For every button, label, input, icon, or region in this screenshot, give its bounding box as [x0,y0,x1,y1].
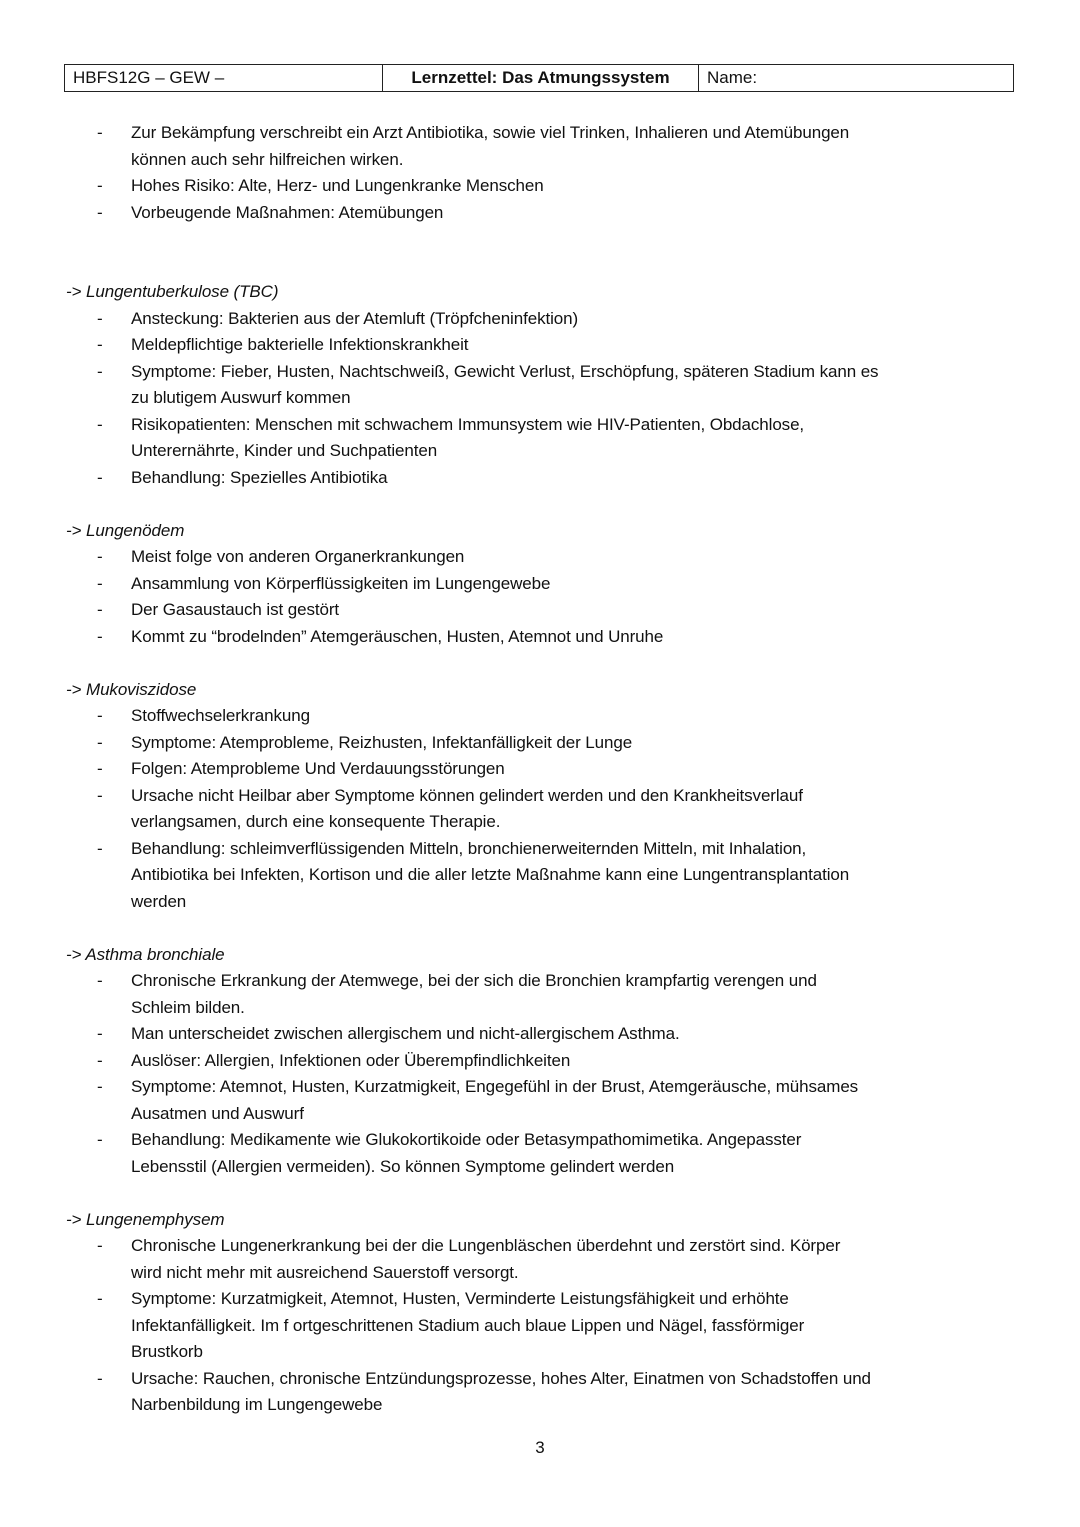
line-text: verlangsamen, durch eine konsequente Therapie. [131,812,501,831]
bullet-dash: - [97,414,103,434]
line-text: Ursache: Rauchen, chronische Entzündungsprozesse, hohes Alter, Einatmen von Schadstoffen und [131,1368,871,1388]
blank-line [0,915,1080,942]
line-text: können auch sehr hilfreichen wirken. [131,149,404,169]
list-item-line [0,1074,1080,1101]
list-item [0,1127,1080,1180]
line-text: Unterernährte, Kinder und Suchpatienten [131,441,438,460]
list-item-line [0,1021,1080,1048]
line-text: Lebensstil (Allergien vermeiden). So können Symptome gelindert werden [131,1156,675,1176]
list-item [0,1286,1080,1366]
list-item-line [0,597,1080,624]
line-text: Chronische Erkrankung der Atemwege, bei der sich die Bronchien krampfartig verengen und [131,971,817,990]
list-item-line [0,465,1080,492]
bullet-dash: - [97,361,103,381]
bullet-dash: - [97,785,103,805]
list-item [0,756,1080,783]
list-item-line [0,1154,1080,1181]
list-item-line [0,412,1080,439]
list-item [0,120,1080,173]
bullet-dash: - [97,706,103,725]
line-text: Vorbeugende Maßnahmen: Atemübungen [131,202,444,222]
list-item-line [0,703,1080,730]
section-heading: -> Lungenemphysem [66,1209,225,1229]
list-item-line [0,809,1080,836]
list-item-line [0,120,1080,147]
bullet-dash: - [97,202,103,222]
section-heading: -> Lungenödem [66,520,185,540]
bullet-dash: - [97,1130,103,1149]
line-text: Behandlung: schleimverflüssigenden Mitteln, bronchienerweiternden Mitteln, mit Inhalation, [131,838,807,858]
list-item-line [0,200,1080,227]
list-item [0,783,1080,836]
line-text: Infektanfälligkeit. Im f ortgeschrittenen Stadium auch blaue Lippen und Nägel, fassförmiger [131,1315,805,1335]
section [0,279,1080,518]
line-text: zu blutigem Auswurf kommen [131,388,351,407]
list-item-line [0,1048,1080,1075]
bullet-dash: - [97,759,103,778]
list-item-line [0,968,1080,995]
line-text: Symptome: Atemnot, Husten, Kurzatmigkeit, Engegefühl in der Brust, Atemgeräusche, mühsames [131,1077,859,1096]
bullet-dash: - [97,547,103,566]
bullet-dash: - [97,467,103,487]
line-text: Meist folge von anderen Organerkrankungen [131,547,465,566]
line-text: Symptome: Fieber, Husten, Nachtschweiß, Gewicht Verlust, Erschöpfung, späteren Stadium kann es [131,361,879,381]
section [0,120,1080,279]
line-text: Behandlung: Spezielles Antibiotika [131,467,388,487]
line-text: Ansammlung von Körperflüssigkeiten im Lungengewebe [131,573,551,593]
list-item [0,597,1080,624]
section [0,677,1080,942]
line-text: Der Gasaustauch ist gestört [131,600,340,619]
line-text: Schleim bilden. [131,997,245,1017]
section [0,1207,1080,1419]
list-item-line [0,1101,1080,1128]
list-item-line [0,1127,1080,1154]
list-item-line [0,438,1080,465]
line-text: Risikopatienten: Menschen mit schwachem Immunsystem wie HIV-Patienten, Obdachlose, [131,414,805,434]
bullet-dash: - [97,732,103,752]
list-item [0,332,1080,359]
bullet-dash: - [97,1024,103,1043]
list-item-line [0,889,1080,916]
list-item-line [0,544,1080,571]
list-item-line [0,783,1080,810]
list-item-line [0,571,1080,598]
list-item [0,1021,1080,1048]
list-item-line [0,173,1080,200]
list-item [0,1366,1080,1419]
list-item-line [0,730,1080,757]
line-text: wird nicht mehr mit ausreichend Sauerstoff versorgt. [131,1262,519,1282]
line-text: Antibiotika bei Infekten, Kortison und die aller letzte Maßnahme kann eine Lungentransplantation [131,865,850,884]
list-item [0,200,1080,227]
section [0,518,1080,677]
line-text: Ursache nicht Heilbar aber Symptome können gelindert werden und den Krankheitsverlauf [131,785,803,805]
header-table [64,64,1014,92]
bullet-dash: - [97,838,103,858]
bullet-dash: - [97,123,103,142]
list-item [0,544,1080,571]
list-item-line [0,1313,1080,1340]
line-text: Ausatmen und Auswurf [131,1103,304,1123]
bullet-dash: - [97,308,103,328]
list-item [0,968,1080,1021]
header-name-label: Name: [707,68,758,87]
bullet-dash: - [97,971,103,990]
list-item-line [0,1260,1080,1287]
list-item-line [0,1233,1080,1260]
list-item [0,703,1080,730]
line-text: Narbenbildung im Lungengewebe [131,1395,383,1414]
list-item-line [0,147,1080,174]
list-item [0,1233,1080,1286]
list-item [0,1074,1080,1127]
list-item [0,571,1080,598]
bullet-dash: - [97,1077,103,1096]
list-item [0,412,1080,465]
bullet-dash: - [97,176,103,195]
bullet-dash: - [97,600,103,619]
list-item [0,306,1080,333]
list-item-line [0,836,1080,863]
list-item-line [0,332,1080,359]
section [0,942,1080,1207]
bullet-dash: - [97,573,103,593]
list-item-line [0,624,1080,651]
blank-line [0,650,1080,677]
list-item [0,730,1080,757]
list-item [0,173,1080,200]
list-item-line [0,1339,1080,1366]
blank-line [0,1180,1080,1207]
line-text: Zur Bekämpfung verschreibt ein Arzt Antibiotika, sowie viel Trinken, Inhalieren und Atemübungen [131,123,850,142]
list-item-line [0,306,1080,333]
list-item-line [0,995,1080,1022]
list-item-line [0,862,1080,889]
bullet-dash: - [97,626,103,646]
line-text: Chronische Lungenerkrankung bei der die Lungenbläschen überdehnt und zerstört sind. Körper [131,1236,841,1255]
bullet-dash: - [97,1289,103,1308]
line-text: Behandlung: Medikamente wie Glukokortikoide oder Betasympathomimetika. Angepasster [131,1130,802,1149]
line-text: Ansteckung: Bakterien aus der Atemluft (Tröpfcheninfektion) [131,308,579,328]
bullet-dash: - [97,1050,103,1070]
bullet-dash: - [97,1236,103,1255]
blank-line [0,226,1080,253]
line-text: Brustkorb [131,1342,203,1361]
page-number: 3 [535,1438,545,1457]
list-item-line [0,385,1080,412]
bullet-dash: - [97,335,103,354]
line-text: Folgen: Atemprobleme Und Verdauungsstörungen [131,759,505,778]
list-item [0,1048,1080,1075]
line-text: Meldepflichtige bakterielle Infektionskrankheit [131,335,469,354]
line-text: Hohes Risiko: Alte, Herz- und Lungenkranke Menschen [131,176,544,195]
list-item-line [0,1286,1080,1313]
line-text: Auslöser: Allergien, Infektionen oder Überempfindlichkeiten [131,1050,571,1070]
blank-line [0,491,1080,518]
list-item-line [0,1366,1080,1393]
header-course: HBFS12G – GEW – [65,65,383,91]
line-text: Symptome: Kurzatmigkeit, Atemnot, Husten, Verminderte Leistungsfähigkeit und erhöhte [131,1289,789,1308]
list-item [0,359,1080,412]
section-heading: -> Asthma bronchiale [66,944,225,964]
section-heading: -> Lungentuberkulose (TBC) [66,282,279,301]
list-item-line [0,359,1080,386]
blank-line [0,253,1080,280]
list-item [0,465,1080,492]
list-item-line [0,756,1080,783]
list-item [0,836,1080,916]
line-text: Man unterscheidet zwischen allergischem und nicht-allergischem Asthma. [131,1024,680,1043]
list-item-line [0,1392,1080,1419]
line-text: werden [131,891,187,911]
line-text: Symptome: Atemprobleme, Reizhusten, Infektanfälligkeit der Lunge [131,732,633,752]
header-title: Lernzettel: Das Atmungssystem [383,65,699,91]
line-text: Stoffwechselerkrankung [131,706,310,725]
document-body [0,120,1080,1419]
section-heading: -> Mukoviszidose [66,679,197,699]
bullet-dash: - [97,1368,103,1388]
line-text: Kommt zu “brodelnden” Atemgeräuschen, Husten, Atemnot und Unruhe [131,626,664,646]
list-item [0,624,1080,651]
